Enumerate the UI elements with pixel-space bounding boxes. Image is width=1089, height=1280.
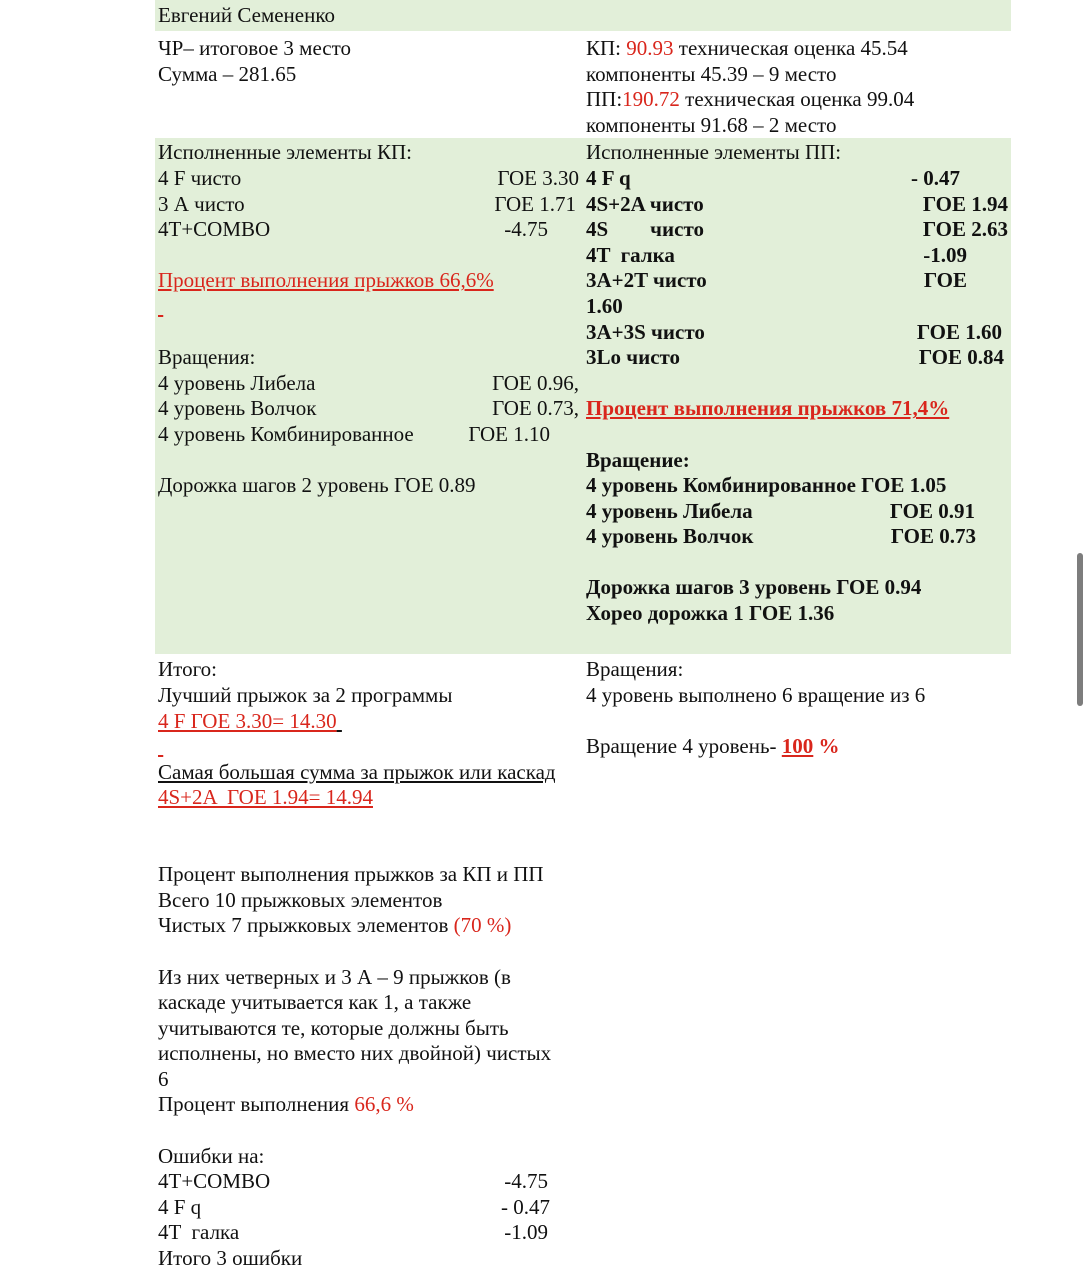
clean-jumps: Чистых 7 прыжковых элементов (70 %)	[158, 913, 512, 938]
kp-jump-row: 4T+COMBO -4.75	[158, 217, 548, 242]
kp-jump-row: 4 F чисто ГОЕ 3.30	[158, 165, 579, 190]
kp-steps: Дорожка шагов 2 уровень ГОЕ 0.89	[158, 473, 476, 498]
total-sum: Сумма – 281.65	[158, 61, 297, 86]
pp-score-value: 190.72	[622, 87, 680, 112]
spins-summary-title: Вращения:	[586, 657, 684, 682]
kp-spin-row: 4 уровень Либела ГОЕ 0.96,	[158, 370, 579, 395]
skater-name-cell	[155, 0, 583, 31]
kp-components: компоненты 45.39 – 9 место	[586, 61, 837, 86]
errors-title: Ошибки на:	[158, 1143, 265, 1168]
pp-elements-title: Исполненные элементы ПП:	[586, 140, 842, 165]
pp-jump-row: 3A+2T чисто ГОЕ	[586, 268, 967, 293]
best-jump-value: 4 F ГОЕ 3.30= 14.30	[158, 708, 337, 733]
pp-spins-title: Вращение:	[586, 447, 690, 472]
results-table	[155, 0, 1011, 1272]
kp-jump-row: 3 А чисто ГОЕ 1.71	[158, 191, 576, 216]
skater-name: Евгений Семененко	[158, 3, 335, 27]
spins-summary-cell	[583, 654, 1011, 1271]
percent-title: Процент выполнения прыжков за КП и ПП	[158, 862, 544, 887]
pp-steps: Дорожка шагов 3 уровень ГОЕ 0.94	[586, 575, 922, 600]
pp-jump-row: 4T галка -1.09	[586, 242, 967, 267]
free-program-cell	[583, 138, 1011, 654]
totals-row	[155, 654, 1011, 1271]
kp-score-value: 90.93	[626, 36, 674, 60]
best-sum-label: Самая большая сумма за прыжок или каскад	[158, 759, 556, 784]
quads-line: учитываются те, которые должны быть	[158, 1015, 509, 1040]
scrollbar[interactable]	[1077, 553, 1083, 706]
final-place: ЧР– итоговое 3 место	[158, 36, 352, 60]
kp-spin-row: 4 уровень Волчок ГОЕ 0.73,	[158, 396, 579, 421]
quads-line: каскаде учитывается как 1, а также	[158, 990, 472, 1015]
kp-elements-title: Исполненные элементы КП:	[158, 140, 412, 165]
quads-line: 6	[158, 1066, 169, 1091]
document-page	[155, 0, 1011, 1272]
quads-line: исполнены, но вместо них двойной) чистых	[158, 1041, 552, 1066]
kp-spins-title: Вращения:	[158, 345, 256, 370]
short-program-cell	[155, 138, 583, 654]
error-row: 4 F q - 0.47	[158, 1194, 550, 1219]
completion-percent: Процент выполнения 66,6 %	[158, 1092, 414, 1117]
pp-components: компоненты 91.68 – 2 место	[586, 112, 837, 137]
pp-jump-row: 1.60	[586, 293, 623, 318]
empty-cell	[583, 0, 1011, 31]
error-row: 4T+COMBO -4.75	[158, 1169, 548, 1194]
spins-summary-line: 4 уровень выполнено 6 вращение из 6	[586, 682, 926, 707]
summary-left-cell	[155, 31, 583, 138]
pp-spin-row: 4 уровень Волчок ГОЕ 0.73	[586, 524, 976, 549]
summary-right-cell	[583, 31, 1011, 138]
best-sum-value: 4S+2A ГОЕ 1.94= 14.94	[158, 785, 373, 810]
best-jump-label: Лучший прыжок за 2 программы	[158, 682, 453, 707]
kp-jump-percent: Процент выполнения прыжков 66,6%	[158, 268, 494, 293]
kp-score-line: КП: 90.93 техническая оценка 45.54	[586, 36, 908, 60]
totals-title: Итого:	[158, 657, 217, 682]
totals-cell	[155, 654, 583, 1271]
pp-score-line: ПП:190.72 техническая оценка 99.04	[586, 87, 915, 112]
name-row	[155, 0, 1011, 31]
pp-jump-row: 4S чисто ГОЕ 2.63	[586, 217, 1008, 242]
error-row: 4T галка -1.09	[158, 1220, 548, 1245]
pp-jump-row: 3A+3S чисто ГОЕ 1.60	[586, 319, 1002, 344]
summary-row	[155, 31, 1011, 138]
pp-jump-percent: Процент выполнения прыжков 71,4%	[586, 396, 950, 421]
spins-percent: Вращение 4 уровень- 100 %	[586, 734, 840, 759]
elements-row	[155, 138, 1011, 654]
pp-jump-row: 4S+2A чисто ГОЕ 1.94	[586, 191, 1008, 216]
pp-choreo: Хорео дорожка 1 ГОЕ 1.36	[586, 601, 835, 626]
kp-spin-row: 4 уровень Комбинированное ГОЕ 1.10	[158, 421, 550, 446]
pp-spin-row: 4 уровень Комбинированное ГОЕ 1.05	[586, 473, 947, 498]
pp-jump-row: 4 F q - 0.47	[586, 165, 960, 190]
pp-jump-row: 3Lo чисто ГОЕ 0.84	[586, 345, 1004, 370]
errors-total: Итого 3 ошибки	[158, 1246, 303, 1271]
total-jumps: Всего 10 прыжковых элементов	[158, 887, 443, 912]
pp-spin-row: 4 уровень Либела ГОЕ 0.91	[586, 498, 975, 523]
quads-line: Из них четверных и 3 А – 9 прыжков (в	[158, 964, 511, 989]
